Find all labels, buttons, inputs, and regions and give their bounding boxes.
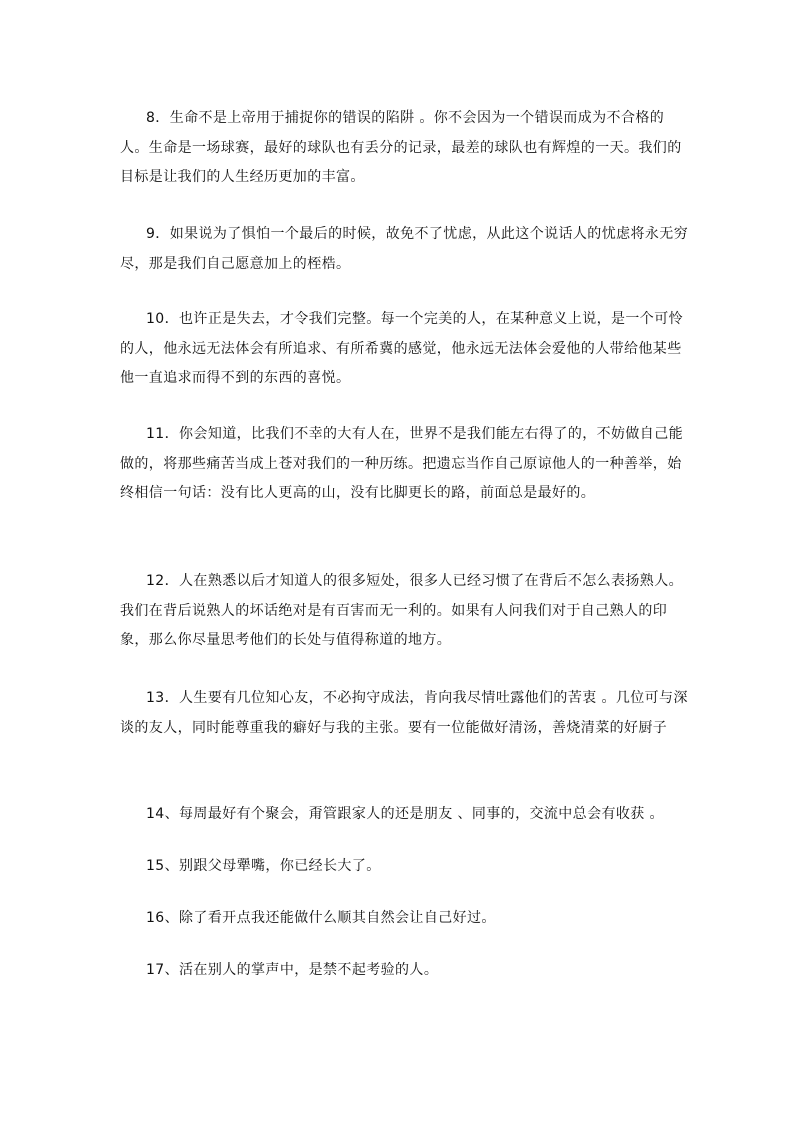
paragraph-8: 8．生命不是上帝用于捕捉你的错误的陷阱 。你不会因为一个错误而成为不合格的人。生命是一场球赛，最好的球队也有丢分的记录，最差的球队也有辉煌的一天。我们的目标是让我们的人生经历更加的丰富。 — [120, 110, 682, 185]
paragraph-17: 17、活在别人的掌声中，是禁不起考验的人。 — [146, 962, 439, 978]
paragraph-11: 11．你会知道，比我们不幸的大有人在，世界不是我们能左右得了的，不妨做自己能做的，将那些痛苦当成上苍对我们的一种历练。把遗忘当作自己原谅他人的一种善举，始终相信一句话：没有比人更高的山，没有比脚更长的路，前面总是最好的。 — [120, 426, 684, 501]
paragraph-9: 9．如果说为了惧怕一个最后的时候，故免不了忧虑，从此这个说话人的忧虑将永无穷尽，那是我们自己愿意加上的桎梏。 — [120, 226, 689, 272]
paragraph-10: 10．也许正是失去，才令我们完整。每一个完美的人，在某种意义上说，是一个可怜的人，他永远无法体会有所追求、有所希冀的感觉，他永远无法体会爱他的人带给他某些他一直追求而得不到的东西的喜悦。 — [120, 311, 684, 386]
paragraph-12: 12．人在熟悉以后才知道人的很多短处，很多人已经习惯了在背后不怎么表扬熟人。我们在背后说熟人的坏话绝对是有百害而无一利的。如果有人问我们对于自己熟人的印象，那么你尽量思考他们的长处与值得称道的地方。 — [120, 573, 684, 648]
paragraph-14: 14、每周最好有个聚会，甭管跟家人的还是朋友 、同事的，交流中总会有收获 。 — [146, 806, 664, 822]
paragraph-15: 15、别跟父母犟嘴，你已经长大了。 — [146, 858, 381, 874]
paragraph-13: 13．人生要有几位知心友，不必拘守成法，肯向我尽情吐露他们的苦衷 。几位可与深谈的友人，同时能尊重我的癖好与我的主张。要有一位能做好清汤，善烧清菜的好厨子 — [120, 690, 688, 736]
paragraph-16: 16、除了看开点我还能做什么顺其自然会让自己好过。 — [146, 910, 496, 926]
